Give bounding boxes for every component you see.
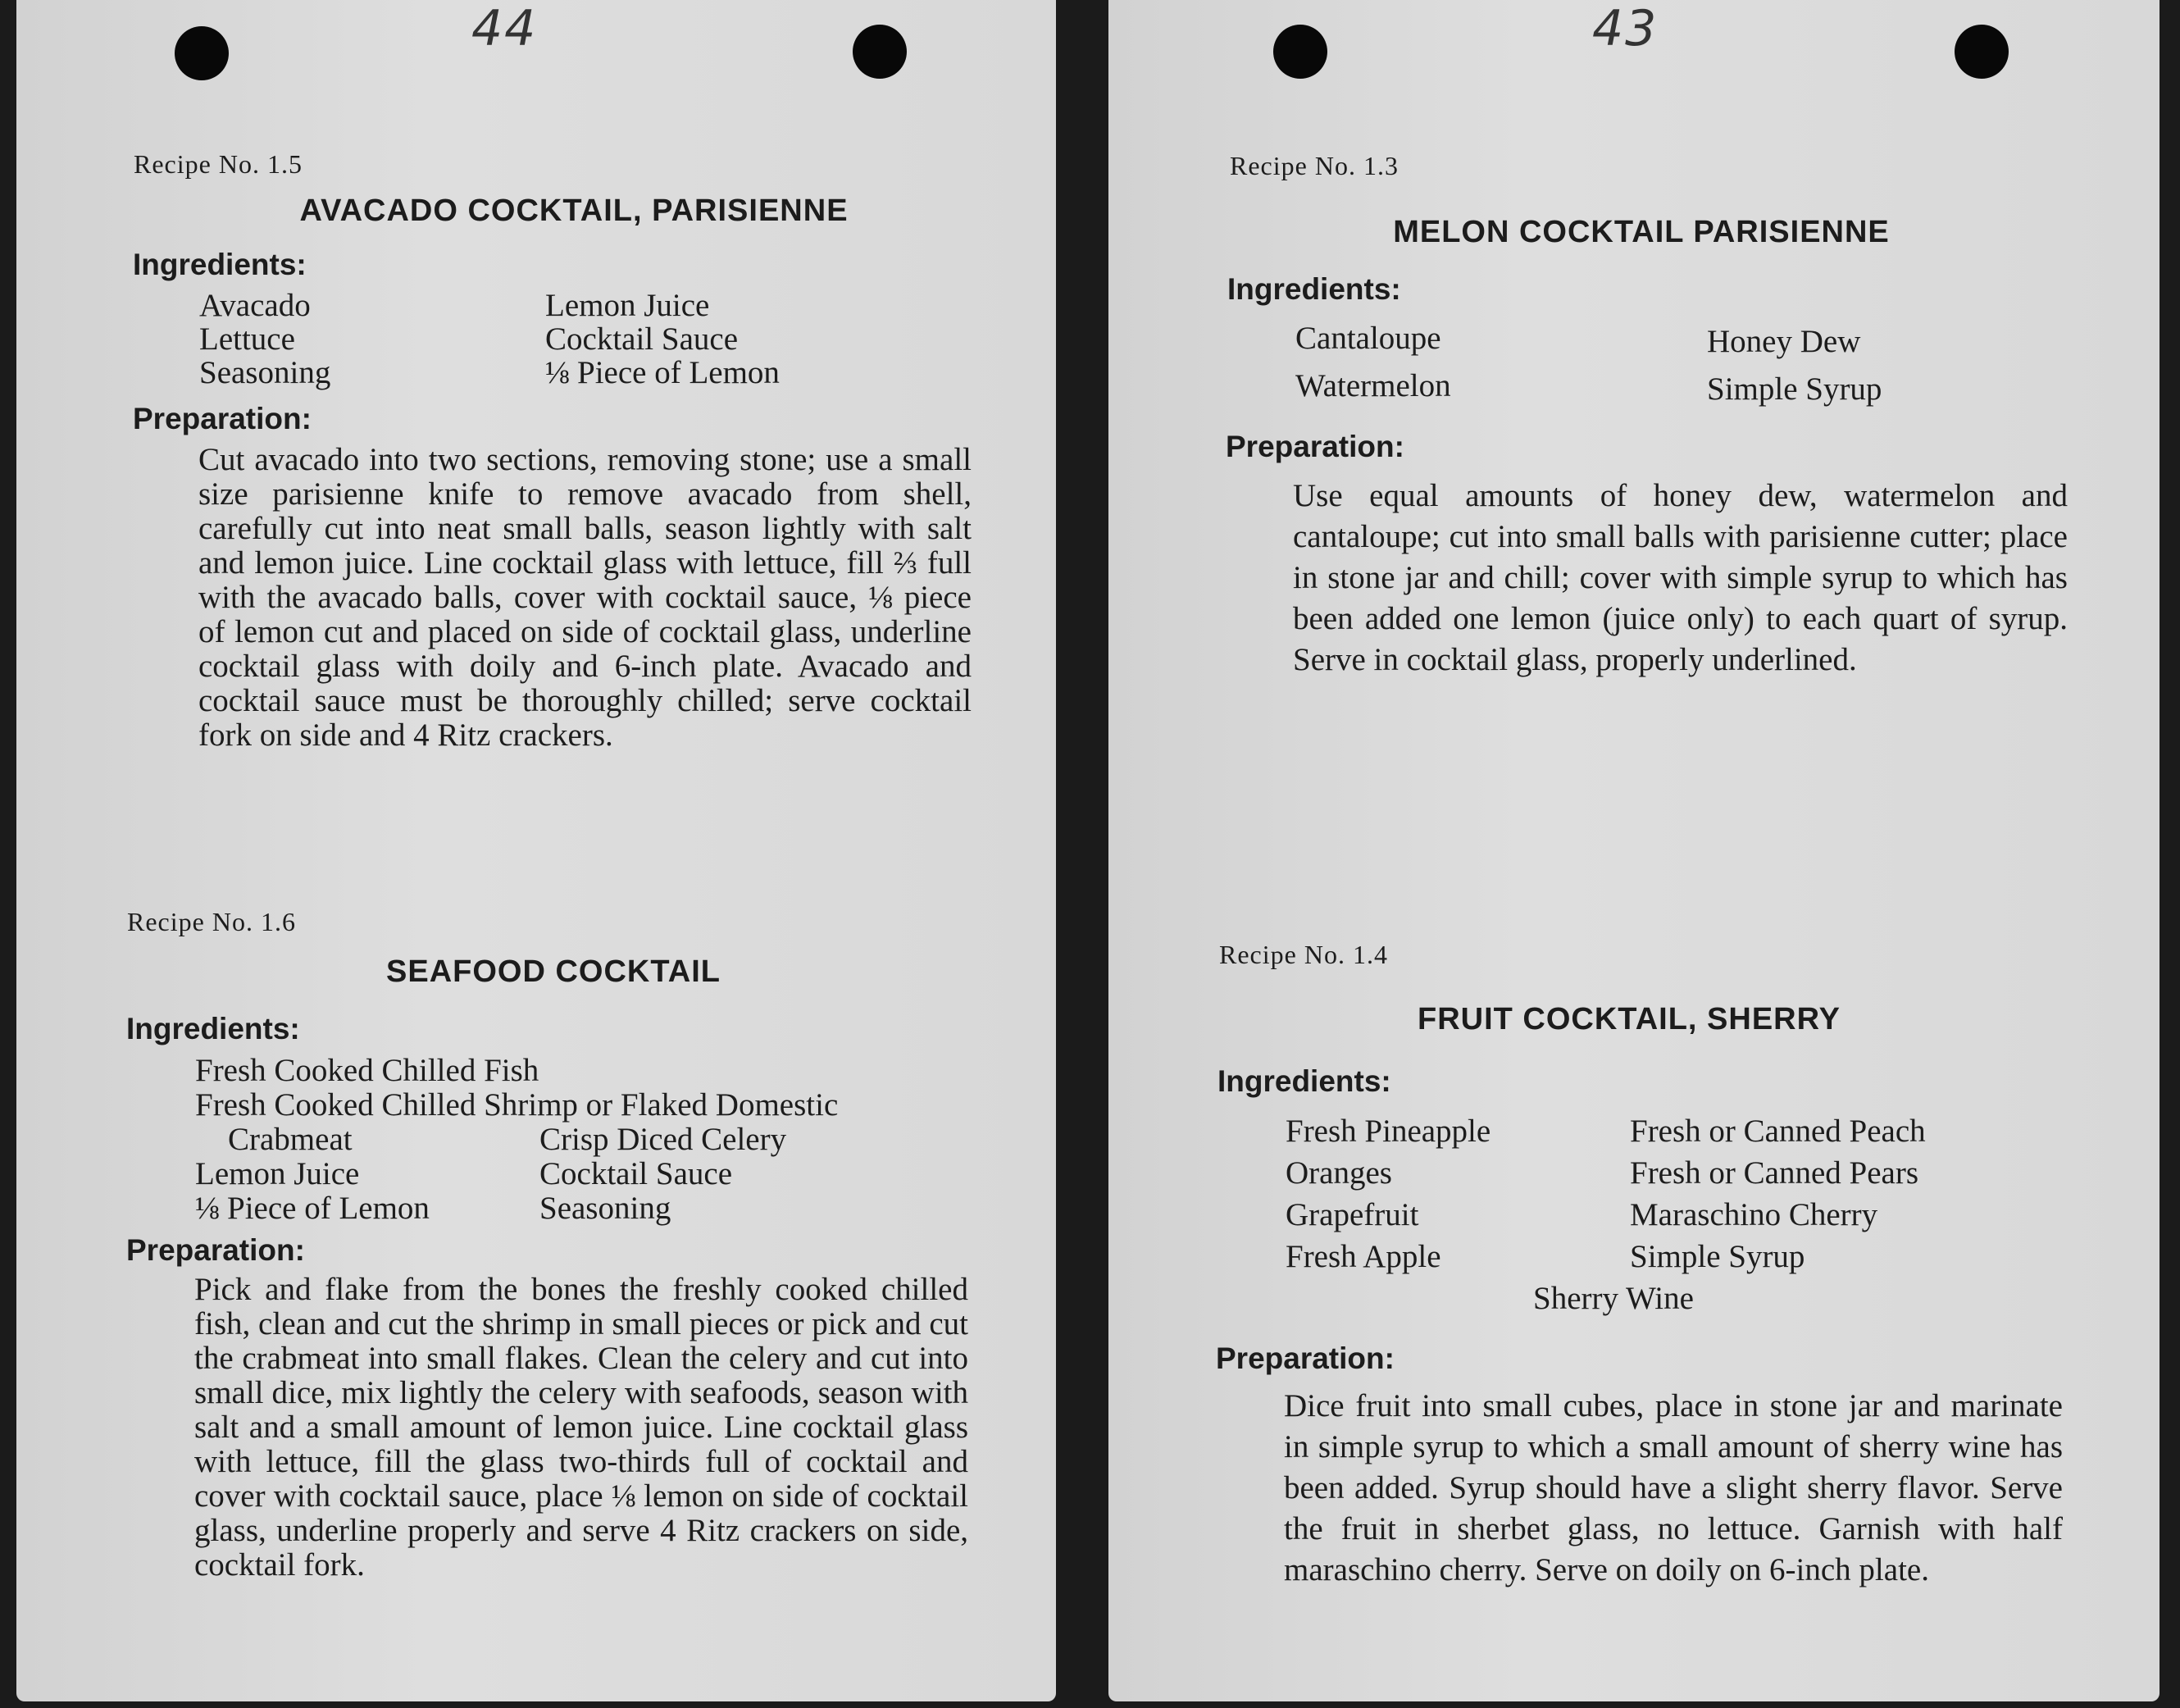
ingredients-label: Ingredients: <box>126 1012 300 1045</box>
ingredient: Crisp Diced Celery <box>539 1122 787 1157</box>
ingredient: Fresh Pineapple <box>1286 1114 1491 1149</box>
ingredient: Simple Syrup <box>1707 371 1882 407</box>
preparation-text: Pick and flake from the bones the freshly cooked chilled fish, clean and cut the shrimp in small pieces or pick and cut the crabmeat into small flakes. Clean the celery and cut into small dice, mix lightly the celery with seafoods, season with salt and a small amount of lemon juice. Line cocktail glass with lettuce, fill the glass two-thirds full of cocktail and cover with cocktail sauce, place ⅛ lemon on side of cocktail glass, underline properly and serve 4 Ritz crackers on side, cocktail fork. <box>194 1272 968 1583</box>
recipe-number: Recipe No. 1.3 <box>1230 151 1399 180</box>
recipe-title: AVACADO COCKTAIL, PARISIENNE <box>299 194 849 228</box>
ingredient: Fresh or Canned Peach <box>1630 1114 1926 1149</box>
punch-hole <box>1955 25 2009 79</box>
preparation-label: Preparation: <box>126 1233 305 1267</box>
preparation-label: Preparation: <box>1216 1341 1395 1375</box>
ingredient: Seasoning <box>539 1191 671 1226</box>
punch-hole <box>853 25 907 79</box>
ingredient: Lemon Juice <box>545 288 710 323</box>
ingredient: Seasoning <box>199 355 331 390</box>
ingredient: Grapefruit <box>1286 1197 1419 1232</box>
recipe-number: Recipe No. 1.5 <box>134 149 303 179</box>
ingredient: Maraschino Cherry <box>1630 1197 1878 1232</box>
recipe-title: SEAFOOD COCKTAIL <box>386 954 721 989</box>
preparation-label: Preparation: <box>133 402 312 435</box>
ingredient: Cantaloupe <box>1295 321 1441 356</box>
ingredient: Sherry Wine <box>1533 1281 1694 1316</box>
ingredient: ⅛ Piece of Lemon <box>195 1191 430 1226</box>
ingredient: Fresh or Canned Pears <box>1630 1155 1919 1191</box>
ingredient: Fresh Apple <box>1286 1239 1441 1274</box>
punch-hole <box>1273 25 1327 79</box>
preparation-text: Cut avacado into two sections, removing stone; use a small size parisienne knife to remove avacado from shell, carefully cut into neat small balls, season lightly with salt and lemon juice. Line cocktail glass with lettuce, fill ⅔ full with the avacado balls, cover with cocktail sauce, ⅛ piece of lemon cut and placed on side of cocktail glass, underline cocktail glass with doily and 6-inch plate. Avacado and cocktail sauce must be thoroughly chilled; serve cocktail fork on side and 4 Ritz crackers. <box>198 442 972 753</box>
recipe-title: FRUIT COCKTAIL, SHERRY <box>1418 1002 1841 1036</box>
recipe-title: MELON COCKTAIL PARISIENNE <box>1393 215 1890 249</box>
ingredient: Lemon Juice <box>195 1156 360 1191</box>
ingredient: Fresh Cooked Chilled Fish <box>195 1053 539 1088</box>
ingredients-label: Ingredients: <box>1227 272 1401 306</box>
ingredient: Crabmeat <box>228 1122 353 1157</box>
ingredients-label: Ingredients: <box>1217 1064 1391 1098</box>
preparation-label: Preparation: <box>1226 430 1404 463</box>
ingredient: Watermelon <box>1295 368 1451 403</box>
recipe-number: Recipe No. 1.6 <box>127 907 296 936</box>
page-number: 43 <box>1592 0 1659 57</box>
ingredient: Oranges <box>1286 1155 1392 1191</box>
recipe-card-right <box>1108 0 2160 1701</box>
preparation-text: Dice fruit into small cubes, place in stone jar and marinate in simple syrup to which a small amount of sherry wine has been added. Syrup should have a slight sherry flavor. Serve the fruit in sherbet glass, no lettuce. Garnish with half maraschino cherry. Serve on doily on 6-inch plate. <box>1284 1388 2063 1587</box>
preparation-text: Use equal amounts of honey dew, watermelon and cantaloupe; cut into small balls with parisienne cutter; place in stone jar and chill; cover with simple syrup to which has been added one lemon (juice only) to each quart of syrup. Serve in cocktail glass, properly underlined. <box>1293 478 2068 677</box>
ingredient: Cocktail Sauce <box>539 1156 733 1191</box>
ingredient: Cocktail Sauce <box>545 321 739 357</box>
ingredient: Fresh Cooked Chilled Shrimp or Flaked Domestic <box>195 1087 839 1123</box>
ingredient: Honey Dew <box>1707 324 1861 359</box>
recipe-number: Recipe No. 1.4 <box>1219 940 1388 969</box>
recipe-card-left <box>16 0 1056 1701</box>
ingredient: ⅛ Piece of Lemon <box>545 355 780 390</box>
ingredients-label: Ingredients: <box>133 248 307 281</box>
ingredient: Simple Syrup <box>1630 1239 1805 1274</box>
ingredient: Lettuce <box>199 321 295 357</box>
ingredient: Avacado <box>199 288 311 323</box>
page-number: 44 <box>471 0 538 57</box>
punch-hole <box>175 26 229 80</box>
